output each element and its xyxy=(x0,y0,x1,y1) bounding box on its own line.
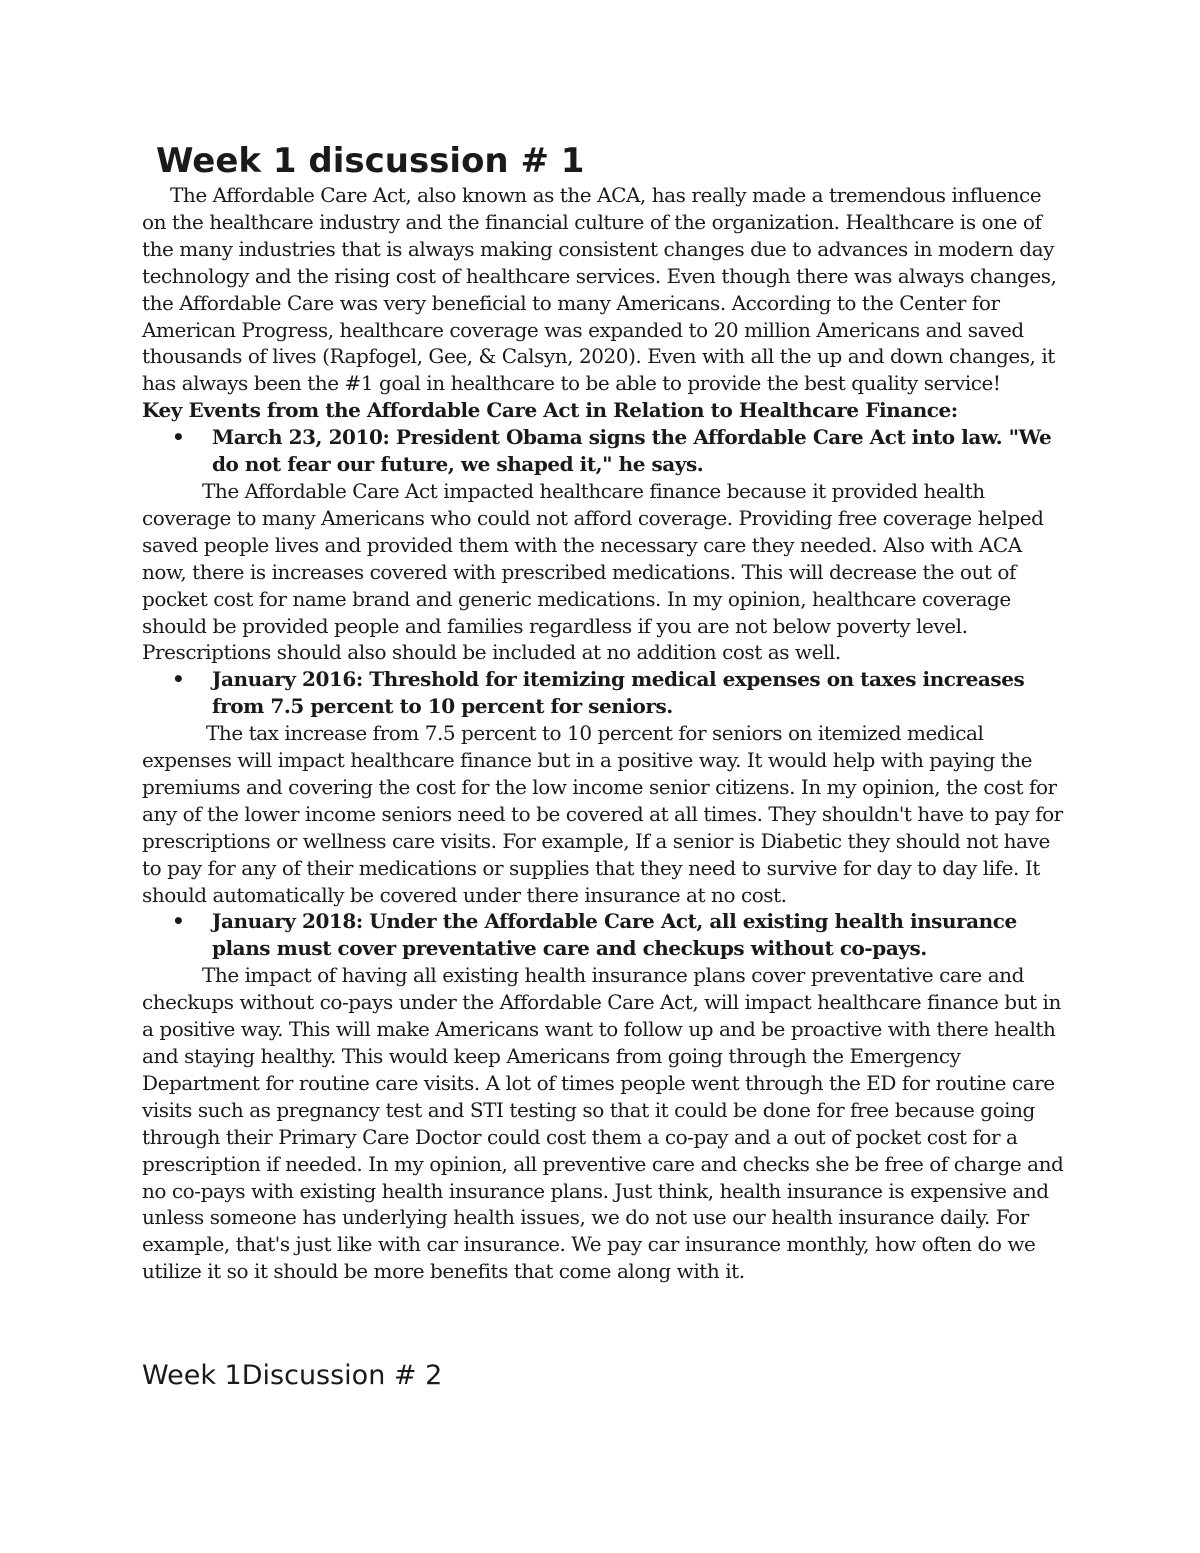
event-paragraph: The tax increase from 7.5 percent to 10 percent for seniors on itemized medical expenses will impact healthcare finance but in a positive way. It would help with paying the premiums and covering the cost for the low income senior citizens. In my opinion, the cost for any of the lower income seniors need to be covered at all times. They shouldn't have to pay for prescriptions or wellness care visits. For example, If a senior is Diabetic they should not have to pay for any of their medications or supplies that they need to survive for day to day life. It should automatically be covered under there insurance at no cost. xyxy=(142,721,1063,907)
event-heading xyxy=(142,424,1067,478)
bullet-icon: • xyxy=(172,425,185,450)
event-heading-text: January 2016: Threshold for itemizing medical expenses on taxes increases from 7.5 percent to 10 percent for seniors. xyxy=(212,667,1025,719)
list-item xyxy=(142,908,1067,1285)
key-events-list xyxy=(142,424,1067,1285)
bullet-icon: • xyxy=(172,909,185,934)
list-item xyxy=(142,666,1067,908)
list-item xyxy=(142,424,1067,666)
event-heading xyxy=(142,666,1067,720)
document-body xyxy=(142,140,1067,1285)
section-heading: Week 1Discussion # 2 xyxy=(142,1360,443,1391)
event-paragraph: The Affordable Care Act impacted healthcare finance because it provided health coverage to many Americans who could not afford coverage. Providing free coverage helped saved people lives and provided them with the necessary care they needed. Also with ACA now, there is increases covered with prescribed medications. This will decrease the out of pocket cost for name brand and generic medications. In my opinion, healthcare coverage should be provided people and families regardless if you are not below poverty level. Prescriptions should also should be included at no addition cost as well. xyxy=(142,478,1044,665)
event-heading-text: January 2018: Under the Affordable Care Act, all existing health insurance plans must cover preventative care and checkups without co-pays. xyxy=(212,909,1017,961)
page-title: Week 1 discussion # 1 xyxy=(156,141,585,181)
event-heading-text: March 23, 2010: President Obama signs the Affordable Care Act into law. "We do not fear our future, we shaped it," he says. xyxy=(212,425,1052,477)
intro-paragraph: The Affordable Care Act, also known as the ACA, has really made a tremendous influence on the healthcare industry and the financial culture of the organization. Healthcare is one of the many industries that is always making consistent changes due to advances in modern day technology and the rising cost of healthcare services. Even though there was always changes, the Affordable Care was very beneficial to many Americans. According to the Center for American Progress, healthcare coverage was expanded to 20 million Americans and saved thousands of lives (Rapfogel, Gee, & Calsyn, 2020). Even with all the up and down changes, it has always been the #1 goal in healthcare to be able to provide the best quality service! xyxy=(142,183,1057,396)
event-paragraph: The impact of having all existing health insurance plans cover preventative care and checkups without co-pays under the Affordable Care Act, will impact healthcare finance but in a positive way. This will make Americans want to follow up and be proactive with there health and staying healthy. This would keep Americans from going through the Emergency Department for routine care visits. A lot of times people went through the ED for routine care visits such as pregnancy test and STI testing so that it could be done for free because going through their Primary Care Doctor could cost them a co-pay and a out of pocket cost for a prescription if needed. In my opinion, all preventive care and checks she be free of charge and no co-pays with existing health insurance plans. Just think, health insurance is expensive and unless someone has underlying health issues, we do not use our health insurance daily. For example, that's just like with car insurance. We pay car insurance monthly, how often do we utilize it so it should be more benefits that come along with it. xyxy=(142,963,1064,1284)
event-heading xyxy=(142,908,1067,962)
bullet-icon: • xyxy=(172,667,185,692)
key-events-heading: Key Events from the Affordable Care Act in Relation to Healthcare Finance: xyxy=(142,398,958,423)
